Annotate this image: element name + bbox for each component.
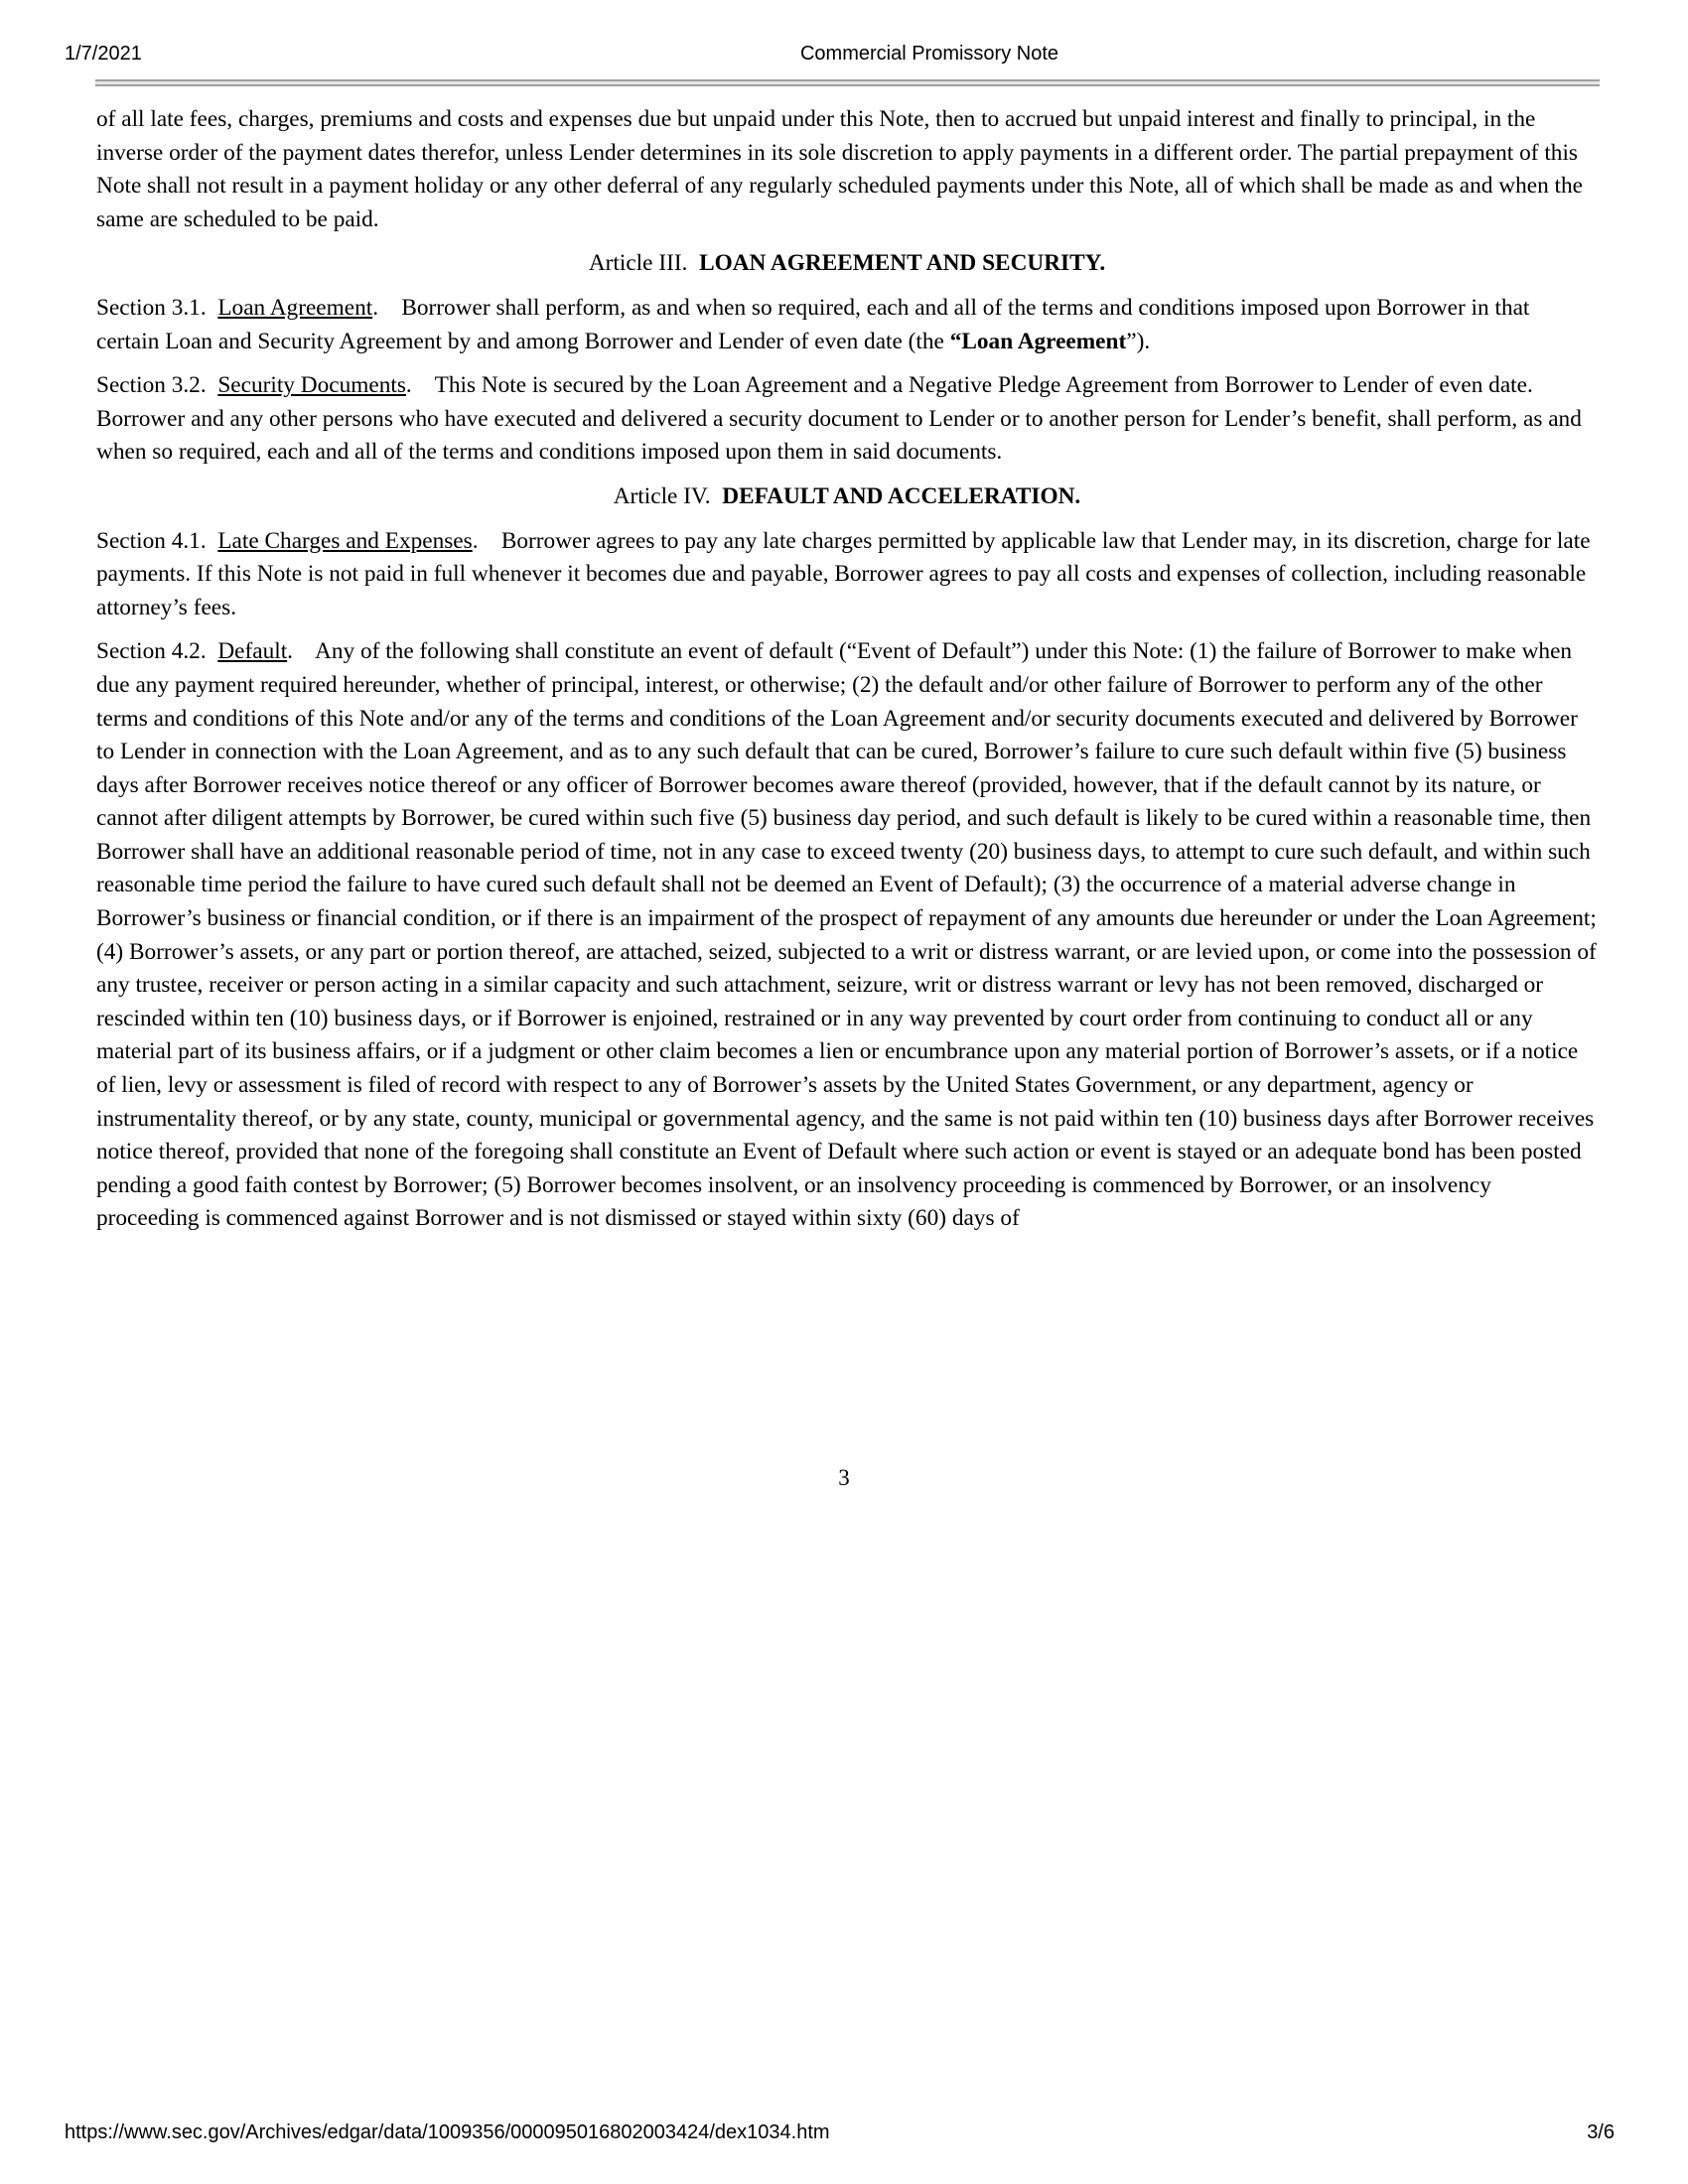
section-number: Section 3.2. xyxy=(96,372,207,399)
section-3-1: Section 3.1. Loan Agreement. Borrower shall perform, as and when so required, each and all of the terms and conditions imposed upon Borrower in that certain Loan and Security Agreement by and among Borrower and Lender of even date (the “Loan Agreement”). xyxy=(96,294,1530,354)
section-heading: Security Documents xyxy=(217,372,406,399)
print-date: 1/7/2021 xyxy=(65,43,142,65)
section-heading: Loan Agreement xyxy=(217,294,373,321)
page-indicator: 3/6 xyxy=(1587,2121,1615,2143)
section-text: Any of the following shall constitute an event of default (“Event of Default”) under this Note: (1) the failure of Borrower to make when due any payment required hereunder, whether of principal, interest, or otherwise; (2) the default and/or other failure of Borrower to perform any of the other terms and conditions of this Note and/or any of the terms and conditions of the Loan Agreement and/or security documents executed and delivered by Borrower to Lender in connection with the Loan Agreement, and as to any such default that can be cured, Borrower’s failure to cure such default within five (5) business days after Borrower receives notice thereof or any officer of Borrower becomes aware thereof (provided, however, that if the default cannot by its nature, or cannot after diligent attempts by Borrower, be cured within such five (5) business day period, and such default is likely to be cured within a reasonable time, then Borrower shall have an additional reasonable period of time, not in any case to exceed twenty (20) business days, to attempt to cure such default, and within such reasonable time period the failure to have cured such default shall not be deemed an Event of Default); (3) the occurrence of a material adverse change in Borrower’s business or financial condition, or if there is an impairment of the prospect of repayment of any amounts due hereunder or under the Loan Agreement; (4) Borrower’s assets, or any part or portion thereof, are attached, seized, subjected to a writ or distress warrant, or are levied upon, or come into the possession of any trustee, receiver or person acting in a similar capacity and such attachment, seizure, writ or distress warrant or levy has not been removed, discharged or rescinded within ten (10) business days, or if Borrower is enjoined, restrained or in any way prevented by court order from continuing to conduct all or any material part of its business affairs, or if a judgment or other claim becomes a lien or encumbrance upon any material portion of Borrower’s assets, or if a notice of lien, levy or assessment is filed of record with respect to any of Borrower’s assets by the United States Government, or any department, agency or instrumentality thereof, or by any state, county, municipal or governmental agency, and the same is not paid within ten (10) business days after Borrower receives notice thereof, provided that none of the foregoing shall constitute an Event of Default where such action or event is stayed or an adequate bond has been posted pending a good faith contest by Borrower; (5) Borrower becomes insolvent, or an insolvency proceeding is commenced by Borrower, or an insolvency proceeding is commenced against Borrower and is not dismissed or stayed within sixty (60) days of xyxy=(96,638,1597,1232)
article-title: LOAN AGREEMENT AND SECURITY. xyxy=(699,250,1106,277)
section-text: Borrower shall perform, as and when so required, each and all of the terms and conditions imposed upon Borrower in that certain Loan and Security Agreement by and among Borrower and Lender of even date (the xyxy=(96,294,1530,354)
section-4-2: Section 4.2. Default. Any of the following shall constitute an event of default (“Event of Default”) under this Note: (1) the failure of Borrower to make when due any payment required hereunder, whether of principal, interest, or otherwise; (2) the default and/or other failure of Borrower to perform any of the other terms and conditions of this Note and/or any of the terms and conditions of the Loan Agreement and/or security documents executed and delivered by Borrower to Lender in connection with the Loan Agreement, and as to any such default that can be cured, Borrower’s failure to cure such default within five (5) business days after Borrower receives notice thereof or any officer of Borrower becomes aware thereof (provided, however, that if the default cannot by its nature, or cannot after diligent attempts by Borrower, be cured within such five (5) business day period, and such default is likely to be cured within a reasonable time, then Borrower shall have an additional reasonable period of time, not in any case to exceed twenty (20) business days, to attempt to cure such default, and within such reasonable time period the failure to have cured such default shall not be deemed an Event of Default); (3) the occurrence of a material adverse change in Borrower’s business or financial condition, or if there is an impairment of the prospect of repayment of any amounts due hereunder or under the Loan Agreement; (4) Borrower’s assets, or any part or portion thereof, are attached, seized, subjected to a writ or distress warrant, or are levied upon, or come into the possession of any trustee, receiver or person acting in a similar capacity and such attachment, seizure, writ or distress warrant or levy has not been removed, discharged or rescinded within ten (10) business days, or if Borrower is enjoined, restrained or in any way prevented by court order from continuing to conduct all or any material part of its business affairs, or if a judgment or other claim becomes a lien or encumbrance upon any material portion of Borrower’s assets, or if a notice of lien, levy or assessment is filed of record with respect to any of Borrower’s assets by the United States Government, or any department, agency or instrumentality thereof, or by any state, county, municipal or governmental agency, and the same is not paid within ten (10) business days after Borrower receives notice thereof, provided that none of the foregoing shall constitute an Event of Default where such action or event is stayed or an adequate bond has been posted pending a good faith contest by Borrower; (5) Borrower becomes insolvent, or an insolvency proceeding is commenced by Borrower, or an insolvency proceeding is commenced against Borrower and is not dismissed or stayed within sixty (60) days of xyxy=(96,638,1597,1232)
section-text: This Note is secured by the Loan Agreement and a Negative Pledge Agreement from Borrower to Lender of even date. Borrower and any other persons who have executed and delivered a security document to Lender or to another person for Lender’s benefit, shall perform, as and when so required, each and all of the terms and conditions imposed upon them in said documents. xyxy=(96,372,1582,466)
header-rule xyxy=(95,79,1600,86)
section-text: Borrower agrees to pay any late charges permitted by applicable law that Lender may, in its discretion, charge for late payments. If this Note is not paid in full whenever it becomes due and payable, Borrower agrees to pay all costs and expenses of collection, including reasonable attorney’s fees. xyxy=(96,527,1591,620)
section-number: Section 4.2. xyxy=(96,638,207,665)
section-3-2: Section 3.2. Security Documents. This Note is secured by the Loan Agreement and a Negative Pledge Agreement from Borrower to Lender of even date. Borrower and any other persons who have executed and delivered a security document to Lender or to another person for Lender’s benefit, shall perform, as and when so required, each and all of the terms and conditions imposed upon them in said documents. xyxy=(96,372,1582,466)
article-label: Article III. xyxy=(588,250,688,277)
section-heading: Default xyxy=(217,638,288,665)
document-title: Commercial Promissory Note xyxy=(799,43,1059,65)
document-body xyxy=(96,103,1598,1247)
section-number: Section 3.1. xyxy=(96,294,207,321)
article-label: Article IV. xyxy=(613,482,711,509)
defined-term: “Loan Agreement xyxy=(949,328,1127,354)
section-text-end: ”). xyxy=(1126,328,1151,354)
section-4-1: Section 4.1. Late Charges and Expenses. Borrower agrees to pay any late charges permitted by applicable law that Lender may, in its discretion, charge for late payments. If this Note is not paid in full whenever it becomes due and payable, Borrower agrees to pay all costs and expenses of collection, including reasonable attorney’s fees. xyxy=(96,527,1591,620)
article-title: DEFAULT AND ACCELERATION. xyxy=(722,482,1081,509)
article-4-heading xyxy=(96,480,1598,514)
source-url: https://www.sec.gov/Archives/edgar/data/1009356/000095016802003424/dex1034.htm xyxy=(65,2121,830,2143)
continuation-paragraph: of all late fees, charges, premiums and costs and expenses due but unpaid under this Note, then to accrued but unpaid interest and finally to principal, in the inverse order of the payment dates therefor, unless Lender determines in its sole discretion to apply payments in a different order. The partial prepayment of this Note shall not result in a payment holiday or any other deferral of any regularly scheduled payments under this Note, all of which shall be made as and when the same are scheduled to be paid. xyxy=(96,106,1584,232)
section-number: Section 4.1. xyxy=(96,527,207,554)
page-number: 3 xyxy=(838,1465,850,1490)
section-heading: Late Charges and Expenses xyxy=(217,527,473,554)
article-3-heading xyxy=(96,247,1598,281)
